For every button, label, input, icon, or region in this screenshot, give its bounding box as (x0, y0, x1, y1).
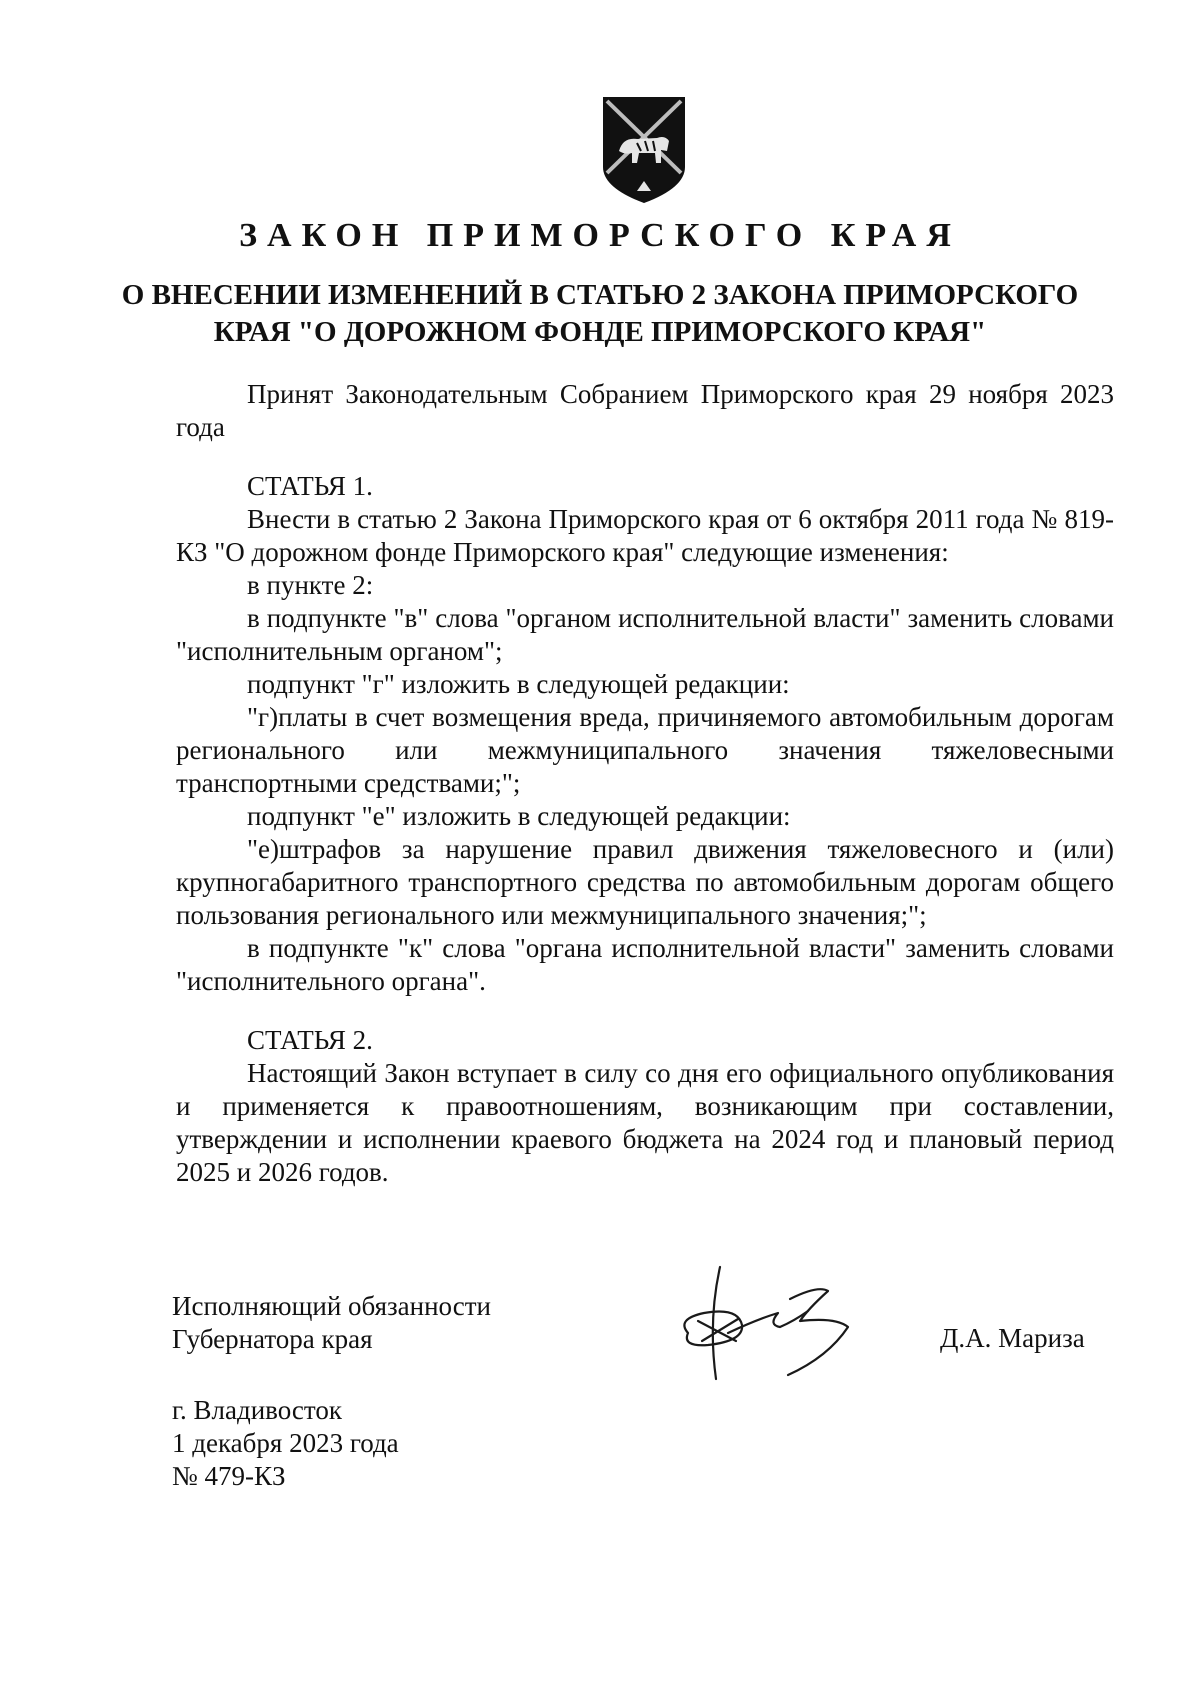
article-1-subpoint-v: в подпункте "в" слова "органом исполнительной власти" заменить словами "исполнительным органом"; (176, 603, 1114, 666)
coat-of-arms-icon (601, 95, 687, 205)
law-number: № 479-КЗ (172, 1461, 286, 1491)
signing-date: 1 декабря 2023 года (172, 1428, 399, 1458)
article-1-intro: Внести в статью 2 Закона Приморского края от 6 октября 2011 года № 819-КЗ "О дорожном фонде Приморского края" следующие изменения: (176, 504, 1114, 567)
article-1-point: в пункте 2: (247, 570, 374, 600)
law-title-line: О ВНЕСЕНИИ ИЗМЕНЕНИЙ В СТАТЬЮ 2 ЗАКОНА ПРИМОРСКОГО (121, 279, 1079, 311)
signatory-position (172, 1290, 491, 1356)
city: г. Владивосток (172, 1395, 342, 1425)
law-title (120, 277, 1080, 351)
adoption-note: Принят Законодательным Собранием Приморского края 29 ноября 2023 года (176, 379, 1114, 442)
law-title-line: КРАЯ "О ДОРОЖНОМ ФОНДЕ ПРИМОРСКОГО КРАЯ" (213, 316, 987, 348)
article-2-heading: СТАТЬЯ 2. (247, 1025, 373, 1055)
article-1-subpoint-g-intro: подпункт "г" изложить в следующей редакции: (247, 669, 790, 699)
law-heading: ЗАКОН ПРИМОРСКОГО КРАЯ (239, 217, 961, 254)
article-2-text: Настоящий Закон вступает в силу со дня его официального опубликования и применяется к правоотношениям, возникающим при составлении, утверждении и исполнении краевого бюджета на 2024 год и плановый период 2025 и 2026 годов. (176, 1058, 1114, 1187)
signatory-position-line: Губернатора края (172, 1324, 373, 1354)
article-1-subpoint-k: в подпункте "к" слова "органа исполнительной власти" заменить словами "исполнительного органа". (176, 933, 1114, 996)
article-1-subpoint-g-text: "г)платы в счет возмещения вреда, причиняемого автомобильным дорогам регионального или межмуниципального значения тяжеловесными транспортными средствами;"; (176, 702, 1114, 798)
signatory-name: Д.А. Мариза (940, 1323, 1085, 1353)
signatory-position-line: Исполняющий обязанности (172, 1291, 491, 1321)
signature-icon (668, 1261, 878, 1391)
article-1-subpoint-e-text: "е)штрафов за нарушение правил движения тяжеловесного и (или) крупногабаритного транспортного средства по автомобильным дорогам общего пользования регионального или межмуниципального значения;"; (176, 834, 1114, 930)
article-1-subpoint-e-intro: подпункт "е" изложить в следующей редакции: (247, 801, 791, 831)
article-1-heading: СТАТЬЯ 1. (247, 471, 373, 501)
